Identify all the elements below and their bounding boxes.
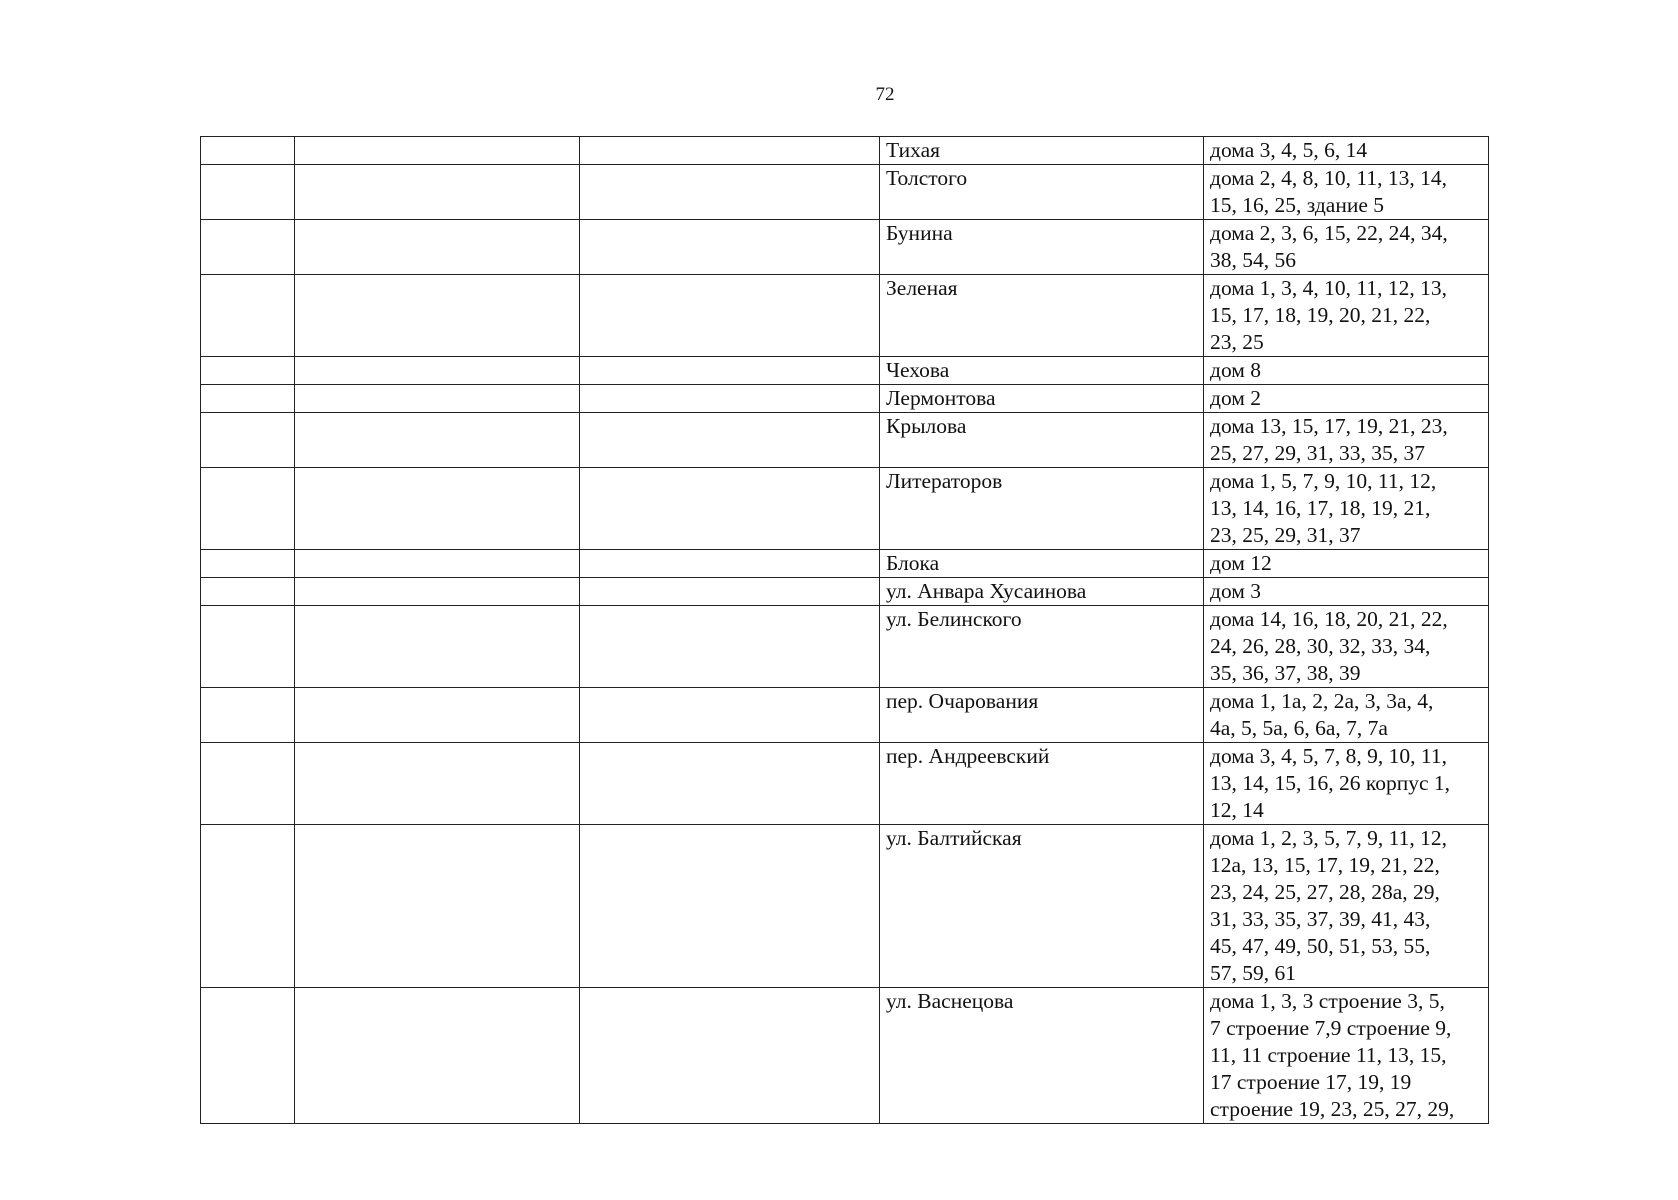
- empty-cell-col-3: [580, 385, 880, 413]
- house-numbers-line: 45, 47, 49, 50, 51, 53, 55,: [1210, 934, 1431, 958]
- empty-cell-col-3: [580, 137, 880, 165]
- empty-cell-col-1: [201, 988, 295, 1124]
- house-numbers-cell: [1204, 825, 1489, 988]
- empty-cell-col-1: [201, 357, 295, 385]
- table-row: [201, 578, 1489, 606]
- empty-cell-col-2: [295, 988, 580, 1124]
- table-row: [201, 357, 1489, 385]
- house-numbers-line: 25, 27, 29, 31, 33, 35, 37: [1210, 441, 1425, 465]
- table-row: [201, 137, 1489, 165]
- house-numbers-line: дома 13, 15, 17, 19, 21, 23,: [1210, 414, 1448, 438]
- house-numbers-line: дома 3, 4, 5, 6, 14: [1210, 138, 1368, 162]
- house-numbers-line: дома 1, 3, 4, 10, 11, 12, 13,: [1210, 276, 1447, 300]
- empty-cell-col-3: [580, 825, 880, 988]
- street-name-cell: ул. Белинского: [880, 606, 1204, 688]
- house-numbers-cell: [1204, 165, 1489, 220]
- house-numbers-line: 23, 25, 29, 31, 37: [1210, 523, 1361, 547]
- empty-cell-col-1: [201, 550, 295, 578]
- house-numbers-line: 13, 14, 15, 16, 26 корпус 1,: [1210, 771, 1451, 795]
- street-name-cell: Лермонтова: [880, 385, 1204, 413]
- empty-cell-col-2: [295, 550, 580, 578]
- house-numbers-line: 31, 33, 35, 37, 39, 41, 43,: [1210, 907, 1431, 931]
- house-numbers-cell: [1204, 468, 1489, 550]
- table-body: [201, 137, 1489, 1124]
- house-numbers-line: дома 3, 4, 5, 7, 8, 9, 10, 11,: [1210, 744, 1447, 768]
- house-numbers-line: дом 2: [1210, 386, 1262, 410]
- empty-cell-col-2: [295, 688, 580, 743]
- empty-cell-col-3: [580, 468, 880, 550]
- street-name-cell: ул. Балтийская: [880, 825, 1204, 988]
- house-numbers-line: 23, 25: [1210, 330, 1264, 354]
- street-name-cell: пер. Очарования: [880, 688, 1204, 743]
- house-numbers-cell: [1204, 688, 1489, 743]
- table-row: [201, 385, 1489, 413]
- street-name-cell: Бунина: [880, 220, 1204, 275]
- empty-cell-col-1: [201, 825, 295, 988]
- page-number: 72: [875, 84, 895, 105]
- empty-cell-col-1: [201, 385, 295, 413]
- house-numbers-cell: [1204, 413, 1489, 468]
- house-numbers-line: 17 строение 17, 19, 19: [1210, 1070, 1412, 1094]
- house-numbers-cell: [1204, 137, 1489, 165]
- empty-cell-col-3: [580, 578, 880, 606]
- street-name-cell: ул. Васнецова: [880, 988, 1204, 1124]
- address-table: [200, 136, 1489, 1124]
- house-numbers-cell: [1204, 988, 1489, 1124]
- empty-cell-col-3: [580, 165, 880, 220]
- street-name-cell: ул. Анвара Хусаинова: [880, 578, 1204, 606]
- empty-cell-col-2: [295, 413, 580, 468]
- table-row: [201, 220, 1489, 275]
- empty-cell-col-2: [295, 165, 580, 220]
- house-numbers-line: дома 1, 2, 3, 5, 7, 9, 11, 12,: [1210, 826, 1447, 850]
- table-row: [201, 413, 1489, 468]
- empty-cell-col-1: [201, 220, 295, 275]
- house-numbers-line: 38, 54, 56: [1210, 248, 1296, 272]
- empty-cell-col-1: [201, 275, 295, 357]
- empty-cell-col-1: [201, 743, 295, 825]
- street-name-cell: Зеленая: [880, 275, 1204, 357]
- empty-cell-col-2: [295, 743, 580, 825]
- empty-cell-col-3: [580, 688, 880, 743]
- empty-cell-col-3: [580, 220, 880, 275]
- empty-cell-col-3: [580, 357, 880, 385]
- house-numbers-line: дома 1, 5, 7, 9, 10, 11, 12,: [1210, 469, 1437, 493]
- table-row: [201, 743, 1489, 825]
- house-numbers-line: 23, 24, 25, 27, 28, 28а, 29,: [1210, 880, 1440, 904]
- empty-cell-col-2: [295, 275, 580, 357]
- house-numbers-line: дома 14, 16, 18, 20, 21, 22,: [1210, 607, 1448, 631]
- table-row: [201, 988, 1489, 1124]
- house-numbers-line: 11, 11 строение 11, 13, 15,: [1210, 1043, 1447, 1067]
- empty-cell-col-2: [295, 385, 580, 413]
- house-numbers-cell: [1204, 550, 1489, 578]
- street-name-cell: Крылова: [880, 413, 1204, 468]
- house-numbers-line: 15, 16, 25, здание 5: [1210, 193, 1385, 217]
- empty-cell-col-3: [580, 988, 880, 1124]
- empty-cell-col-3: [580, 550, 880, 578]
- empty-cell-col-3: [580, 413, 880, 468]
- house-numbers-line: дом 8: [1210, 358, 1262, 382]
- house-numbers-line: 15, 17, 18, 19, 20, 21, 22,: [1210, 303, 1431, 327]
- table-row: [201, 606, 1489, 688]
- empty-cell-col-2: [295, 578, 580, 606]
- empty-cell-col-1: [201, 606, 295, 688]
- empty-cell-col-2: [295, 468, 580, 550]
- house-numbers-cell: [1204, 385, 1489, 413]
- house-numbers-cell: [1204, 743, 1489, 825]
- empty-cell-col-1: [201, 165, 295, 220]
- street-name-cell: Толстого: [880, 165, 1204, 220]
- house-numbers-line: дом 3: [1210, 579, 1262, 603]
- house-numbers-line: дома 1, 3, 3 строение 3, 5,: [1210, 989, 1445, 1013]
- table-row: [201, 275, 1489, 357]
- house-numbers-cell: [1204, 357, 1489, 385]
- street-name-cell: Блока: [880, 550, 1204, 578]
- house-numbers-line: 24, 26, 28, 30, 32, 33, 34,: [1210, 634, 1431, 658]
- house-numbers-line: строение 19, 23, 25, 27, 29,: [1210, 1097, 1455, 1121]
- table-row: [201, 550, 1489, 578]
- house-numbers-cell: [1204, 578, 1489, 606]
- house-numbers-line: дом 12: [1210, 551, 1272, 575]
- house-numbers-line: 7 строение 7,9 строение 9,: [1210, 1016, 1452, 1040]
- table-row: [201, 688, 1489, 743]
- house-numbers-line: дома 1, 1а, 2, 2а, 3, 3а, 4,: [1210, 689, 1434, 713]
- empty-cell-col-2: [295, 220, 580, 275]
- empty-cell-col-2: [295, 357, 580, 385]
- table-row: [201, 825, 1489, 988]
- empty-cell-col-1: [201, 688, 295, 743]
- house-numbers-line: дома 2, 3, 6, 15, 22, 24, 34,: [1210, 221, 1448, 245]
- empty-cell-col-3: [580, 275, 880, 357]
- house-numbers-line: 12а, 13, 15, 17, 19, 21, 22,: [1210, 853, 1440, 877]
- street-name-cell: Литераторов: [880, 468, 1204, 550]
- empty-cell-col-1: [201, 413, 295, 468]
- empty-cell-col-2: [295, 137, 580, 165]
- house-numbers-cell: [1204, 275, 1489, 357]
- empty-cell-col-2: [295, 825, 580, 988]
- house-numbers-line: 35, 36, 37, 38, 39: [1210, 661, 1361, 685]
- empty-cell-col-2: [295, 606, 580, 688]
- empty-cell-col-3: [580, 606, 880, 688]
- house-numbers-line: 12, 14: [1210, 798, 1264, 822]
- street-name-cell: пер. Андреевский: [880, 743, 1204, 825]
- table-row: [201, 468, 1489, 550]
- empty-cell-col-1: [201, 137, 295, 165]
- house-numbers-line: 57, 59, 61: [1210, 961, 1296, 985]
- street-name-cell: Чехова: [880, 357, 1204, 385]
- street-name-cell: Тихая: [880, 137, 1204, 165]
- table-row: [201, 165, 1489, 220]
- empty-cell-col-1: [201, 468, 295, 550]
- house-numbers-line: дома 2, 4, 8, 10, 11, 13, 14,: [1210, 166, 1447, 190]
- house-numbers-line: 13, 14, 16, 17, 18, 19, 21,: [1210, 496, 1431, 520]
- house-numbers-cell: [1204, 606, 1489, 688]
- house-numbers-line: 4а, 5, 5а, 6, 6а, 7, 7а: [1210, 716, 1388, 740]
- house-numbers-cell: [1204, 220, 1489, 275]
- empty-cell-col-3: [580, 743, 880, 825]
- empty-cell-col-1: [201, 578, 295, 606]
